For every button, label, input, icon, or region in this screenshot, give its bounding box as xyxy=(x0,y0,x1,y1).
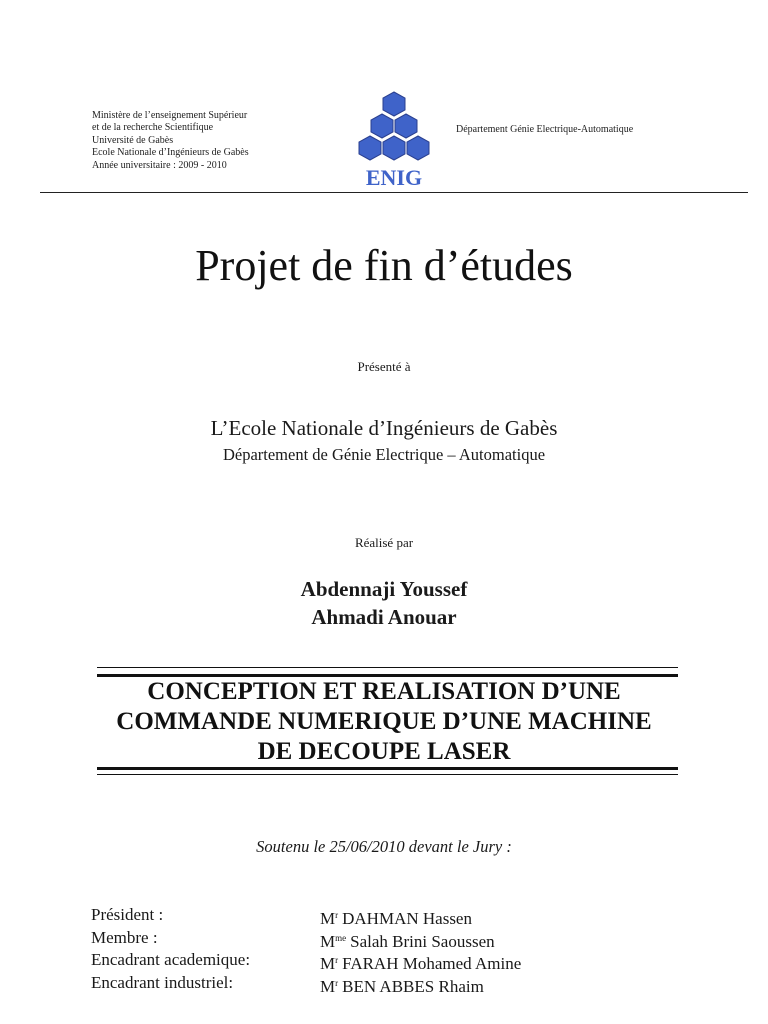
jury-member: $M^r$ BEN ABBES Rhaim xyxy=(320,976,484,996)
title-rule-thin-bottom xyxy=(97,774,678,775)
project-title xyxy=(0,677,768,767)
jury-member-name: Salah Brini Saoussen xyxy=(350,931,495,951)
project-title-line: CONCEPTION ET REALISATION D’UNE xyxy=(147,678,621,705)
header-department: Département Génie Electrique-Automatique xyxy=(456,124,634,135)
ministry-line: Université de Gabès xyxy=(92,134,174,146)
title-rule-thin-top xyxy=(97,667,678,668)
header-divider xyxy=(40,192,748,193)
project-title-line: DE DECOUPE LASER xyxy=(257,738,511,765)
defense-line: Soutenu le 25/06/2010 devant le Jury : xyxy=(256,837,512,856)
jury-member-name: BEN ABBES Rhaim xyxy=(342,976,484,996)
jury-role: Membre : xyxy=(91,927,158,947)
realized-label: Réalisé par xyxy=(354,535,414,550)
ministry-line: et de la recherche Scientifique xyxy=(92,122,214,134)
title-superscript: r xyxy=(335,955,339,965)
school-name: L’Ecole Nationale d’Ingénieurs de Gabès xyxy=(210,416,558,440)
jury-member-name: DAHMAN Hassen xyxy=(342,909,472,928)
author-name: Ahmadi Anouar xyxy=(311,605,457,629)
title-superscript: me xyxy=(335,932,347,943)
logo-text: ENIG xyxy=(365,165,423,190)
jury-member: $M^r$ DAHMAN Hassen xyxy=(320,909,472,928)
ministry-line: Ministère de l’enseignement Supérieur xyxy=(92,110,248,121)
jury-role: Président : xyxy=(91,905,164,924)
jury-member: $M^r$ FARAH Mohamed Amine xyxy=(320,954,522,973)
jury-role: Encadrant industriel: xyxy=(91,972,234,992)
jury-member-name: FARAH Mohamed Amine xyxy=(342,954,522,973)
presented-label: Présenté à xyxy=(357,359,411,374)
author-name: Abdennaji Youssef xyxy=(300,577,468,601)
jury-member: $M^{me}$ Salah Brini Saoussen xyxy=(320,931,495,951)
hexagon-cluster-icon xyxy=(359,92,429,160)
jury-role: Encadrant academique: xyxy=(91,950,251,969)
department-name: Département de Génie Electrique – Automatique xyxy=(222,445,546,464)
ministry-line: Ecole Nationale d’Ingénieurs de Gabès xyxy=(92,147,249,159)
title-superscript: r xyxy=(335,977,339,988)
title-rule-thick-bottom xyxy=(97,767,678,770)
project-title-line: COMMANDE NUMERIQUE D’UNE MACHINE xyxy=(116,708,652,735)
ministry-block xyxy=(92,110,249,172)
title-superscript: r xyxy=(335,910,339,920)
ministry-line: Année universitaire : 2009 - 2010 xyxy=(92,159,227,171)
page-title: Projet de fin d’études xyxy=(195,241,573,290)
enig-logo xyxy=(349,90,439,190)
